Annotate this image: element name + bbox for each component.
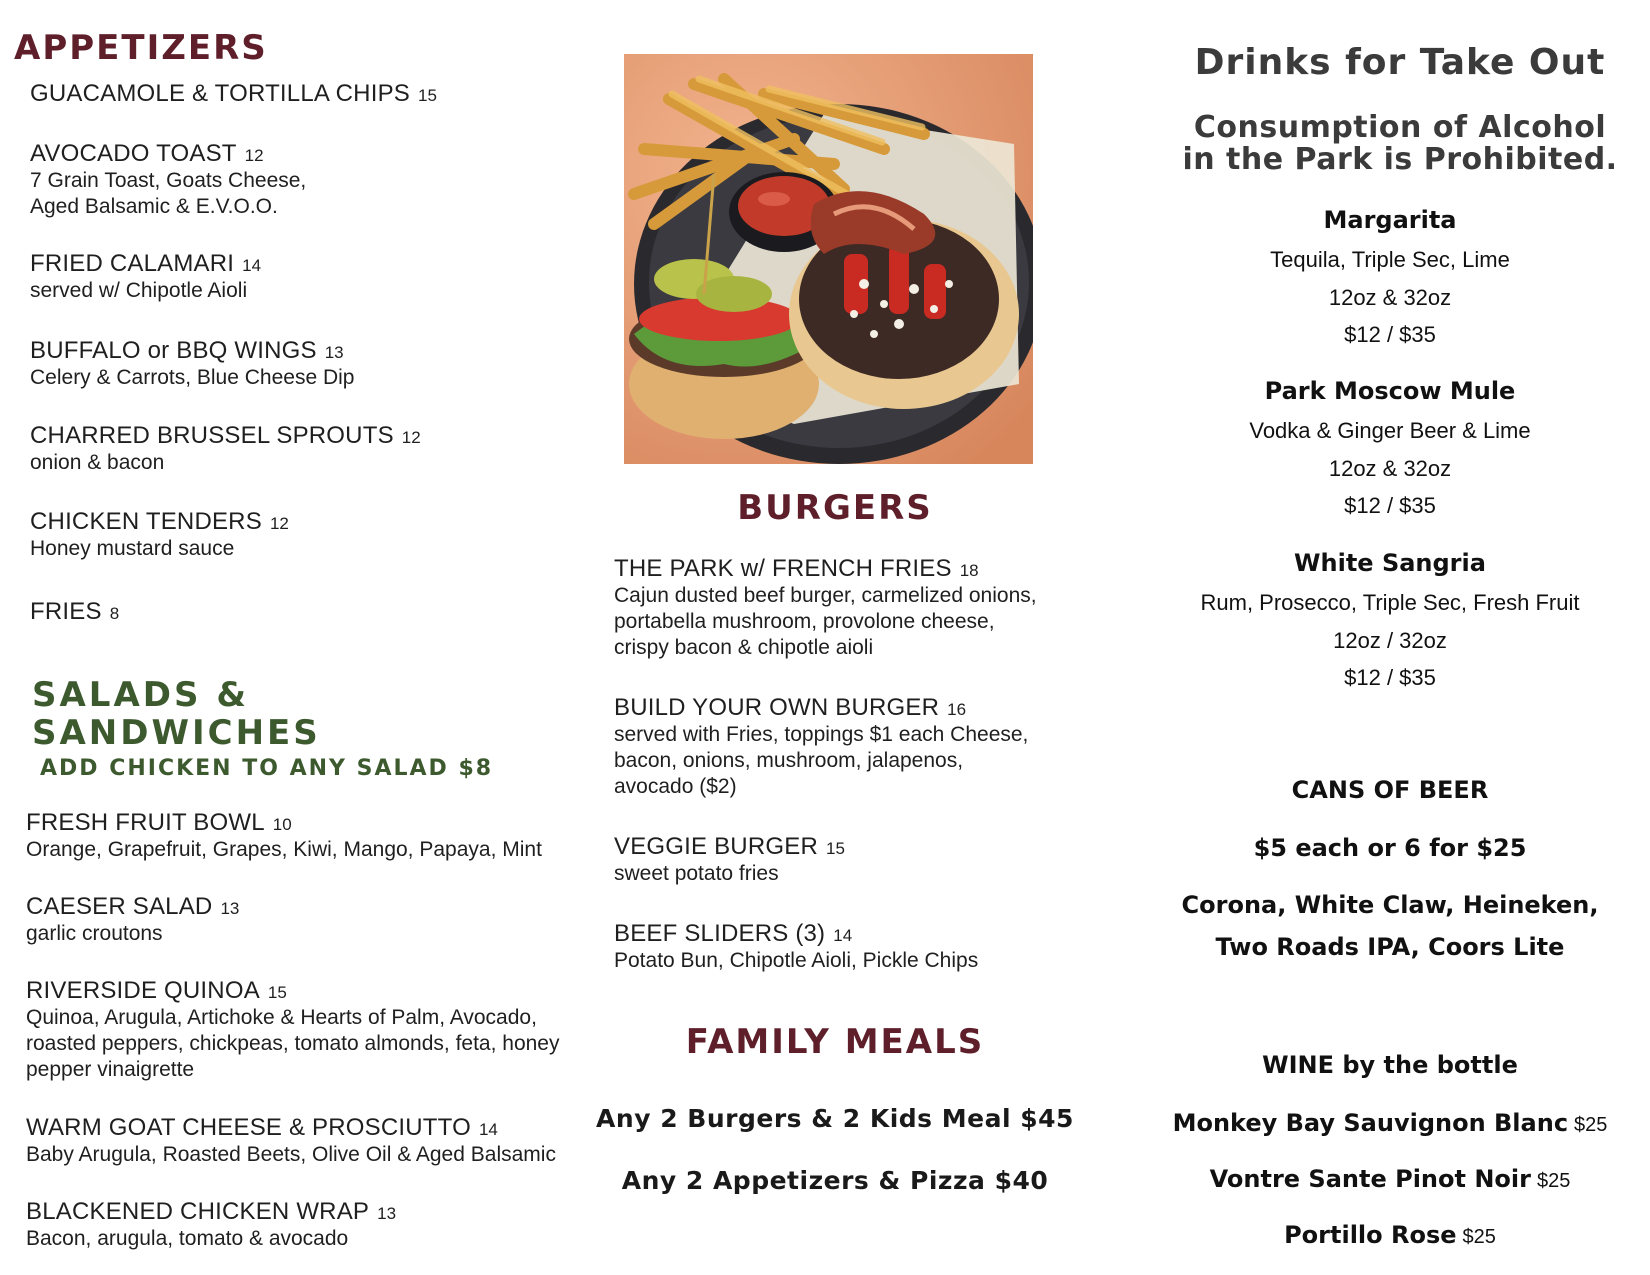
wine-name: Portillo Rose — [1284, 1221, 1457, 1249]
item-name: FRIES — [30, 598, 102, 625]
menu-item — [26, 1114, 556, 1168]
item-price: 16 — [947, 700, 967, 719]
menu-item — [614, 694, 1084, 800]
beer-heading: CANS OF BEER — [1291, 776, 1489, 804]
item-description: garlic croutons — [26, 922, 163, 945]
item-description: Baby Arugula, Roasted Beets, Olive Oil & Aged Balsamic — [26, 1143, 556, 1166]
item-price: 12 — [269, 514, 289, 533]
item-description: Quinoa, Arugula, Artichoke & Hearts of Palm, Avocado, roasted peppers, chickpeas, tomato almonds, feta, honey pepper vinaigrette — [26, 1006, 560, 1081]
burger-photo-illustration — [624, 54, 1033, 464]
cocktail-ingredients: Rum, Prosecco, Triple Sec, Fresh Fruit — [1200, 590, 1580, 615]
cocktail-sizes: 12oz & 32oz — [1328, 285, 1452, 310]
item-name: AVOCADO TOAST — [30, 140, 237, 167]
item-name: WARM GOAT CHEESE & PROSCIUTTO — [26, 1114, 471, 1141]
cocktail-sizes: 12oz / 32oz — [1333, 628, 1447, 653]
item-name: CHICKEN TENDERS — [30, 508, 262, 535]
item-description: sweet potato fries — [614, 862, 779, 885]
item-description: Orange, Grapefruit, Grapes, Kiwi, Mango, Papaya, Mint — [26, 838, 542, 861]
wine-price: $25 — [1536, 1170, 1571, 1192]
cocktail-name: Park Moscow Mule — [1264, 377, 1516, 405]
wine-name: Monkey Bay Sauvignon Blanc — [1172, 1109, 1569, 1137]
alcohol-notice-line2: in the Park is Prohibited. — [1182, 142, 1618, 177]
wine-item — [1150, 1109, 1630, 1137]
item-name: FRIED CALAMARI — [30, 250, 235, 277]
item-price: 14 — [242, 256, 262, 275]
menu-item — [30, 422, 421, 476]
wine-heading: WINE by the bottle — [1262, 1051, 1518, 1079]
menu-item — [26, 893, 239, 947]
beer-brands: Corona, White Claw, Heineken, — [1181, 891, 1599, 919]
item-description: Bacon, arugula, tomato & avocado — [26, 1227, 349, 1250]
menu-item — [614, 833, 1084, 887]
item-price: 14 — [478, 1120, 498, 1139]
item-price: 15 — [418, 86, 437, 105]
item-price: 15 — [267, 983, 287, 1002]
drinks-title: Drinks for Take Out — [1194, 42, 1606, 83]
item-name: CHARRED BRUSSEL SPROUTS — [30, 422, 394, 449]
item-name: FRESH FRUIT BOWL — [26, 809, 265, 836]
item-price: 13 — [377, 1204, 397, 1223]
alcohol-notice-line1: Consumption of Alcohol — [1193, 110, 1607, 145]
menu-item — [26, 977, 559, 1083]
item-price: 8 — [109, 604, 120, 623]
menu-item — [614, 920, 1084, 974]
item-description: Potato Bun, Chipotle Aioli, Pickle Chips — [614, 949, 979, 972]
item-description: Honey mustard sauce — [30, 537, 235, 560]
item-description: Celery & Carrots, Blue Cheese Dip — [30, 366, 355, 389]
item-name: BUILD YOUR OWN BURGER — [614, 694, 940, 721]
menu-item — [26, 809, 542, 863]
cocktail-prices: $12 / $35 — [1344, 322, 1436, 347]
cocktail-sizes: 12oz & 32oz — [1328, 456, 1452, 481]
burger-and-fries-photo — [624, 54, 1033, 464]
menu-item — [26, 1198, 396, 1252]
item-price: 12 — [401, 428, 421, 447]
menu-item — [614, 555, 1084, 661]
cocktail-prices: $12 / $35 — [1344, 493, 1436, 518]
menu-item — [30, 250, 261, 304]
salads-heading-line1: SALADS & — [32, 675, 249, 715]
item-description: served w/ Chipotle Aioli — [30, 279, 248, 302]
alcohol-notice — [1150, 112, 1650, 176]
salads-heading-line2: SANDWICHES — [32, 713, 321, 753]
salad-add-chicken-note: ADD CHICKEN TO ANY SALAD $8 — [40, 756, 494, 781]
item-price: 10 — [272, 815, 292, 834]
menu-item — [30, 337, 354, 391]
item-name: BLACKENED CHICKEN WRAP — [26, 1198, 370, 1225]
item-description: 7 Grain Toast, Goats Cheese, Aged Balsamic & E.V.O.O. — [30, 169, 307, 218]
item-description: Cajun dusted beef burger, carmelized onions, portabella mushroom, provolone cheese, crispy bacon & chipotle aioli — [614, 584, 1037, 659]
item-description: onion & bacon — [30, 451, 165, 474]
item-price: 15 — [825, 839, 845, 858]
salads-heading — [32, 676, 321, 752]
item-price: 18 — [959, 561, 979, 580]
wine-item — [1150, 1221, 1630, 1249]
item-description: served with Fries, toppings $1 each Cheese, bacon, onions, mushroom, jalapenos, avocado ($2) — [614, 723, 1029, 798]
family-meal-deal: Any 2 Burgers & 2 Kids Meal $45 — [596, 1104, 1074, 1133]
menu-item — [30, 140, 306, 220]
appetizers-heading: APPETIZERS — [14, 28, 268, 68]
cocktail-ingredients: Tequila, Triple Sec, Lime — [1270, 247, 1510, 272]
item-name: BEEF SLIDERS (3) — [614, 920, 826, 947]
beer-deal: $5 each or 6 for $25 — [1253, 834, 1527, 862]
item-name: VEGGIE BURGER — [614, 833, 818, 860]
item-name: RIVERSIDE QUINOA — [26, 977, 260, 1004]
family-meals-heading: FAMILY MEALS — [685, 1022, 985, 1062]
burgers-heading: BURGERS — [737, 488, 933, 528]
menu-item — [30, 598, 119, 626]
wine-item — [1150, 1165, 1630, 1193]
cocktail-name: White Sangria — [1294, 549, 1486, 577]
cocktail-prices: $12 / $35 — [1344, 665, 1436, 690]
item-price: 12 — [244, 146, 264, 165]
item-price: 14 — [833, 926, 853, 945]
family-meal-deal: Any 2 Appetizers & Pizza $40 — [621, 1166, 1049, 1195]
cocktail-name: Margarita — [1323, 206, 1457, 234]
menu-item — [30, 508, 289, 562]
wine-price: $25 — [1574, 1114, 1608, 1136]
item-name: BUFFALO or BBQ WINGS — [30, 337, 317, 364]
wine-price: $25 — [1462, 1226, 1496, 1248]
item-name: CAESER SALAD — [26, 893, 213, 920]
item-name: GUACAMOLE & TORTILLA CHIPS — [30, 80, 410, 107]
cocktail-ingredients: Vodka & Ginger Beer & Lime — [1249, 418, 1531, 443]
wine-name: Vontre Sante Pinot Noir — [1209, 1165, 1531, 1193]
item-name: THE PARK w/ FRENCH FRIES — [614, 555, 952, 582]
item-price: 13 — [220, 899, 240, 918]
item-price: 13 — [324, 343, 344, 362]
beer-brands: Two Roads IPA, Coors Lite — [1215, 933, 1565, 961]
menu-item — [30, 80, 437, 108]
